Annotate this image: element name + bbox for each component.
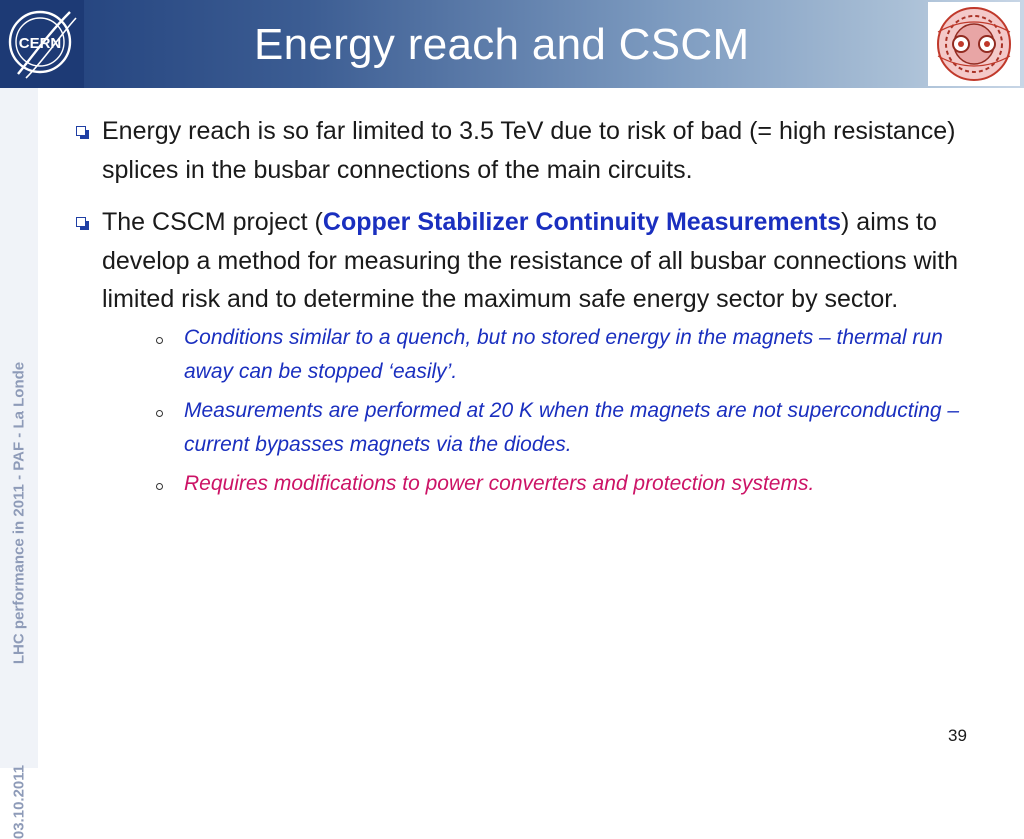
sub-bullet-conditions	[134, 321, 970, 390]
square-bullet-icon	[76, 217, 86, 227]
bullet-text: Energy reach is so far limited to 3.5 TeV due to risk of bad (= high resistance) splices in the busbar connections of the main circuits.	[102, 117, 956, 184]
cern-logo	[0, 0, 84, 88]
cern-logo-text: CERN	[18, 35, 62, 52]
bullet-text-suffix: ) aims to develop a method for measuring the resistance of all busbar connections with limited risk and to determine the maximum safe energy sector by sector.	[102, 208, 959, 313]
square-bullet-icon	[76, 126, 86, 136]
sub-bullet-list	[102, 321, 970, 502]
sub-bullet-text: Conditions similar to a quench, but no stored energy in the magnets – thermal run away can be stopped ‘easily’.	[184, 325, 943, 383]
sub-bullet-modifications	[134, 467, 970, 502]
circle-bullet-icon	[156, 483, 163, 490]
circle-bullet-icon	[156, 337, 163, 344]
sub-bullet-text: Measurements are performed at 20 K when the magnets are not superconducting – current bypasses magnets via the diodes.	[184, 398, 960, 456]
slide-content	[70, 112, 970, 501]
header-bar	[0, 0, 1024, 88]
sidebar-date: 03.10.2011	[10, 764, 28, 839]
lhc-magnet-logo	[928, 2, 1020, 86]
bullet-energy-reach	[70, 112, 970, 189]
sidebar-footer-text: LHC performance in 2011 - PAF - La Londe	[10, 361, 28, 665]
bullet-text-prefix: The CSCM project (	[102, 208, 323, 236]
circle-bullet-icon	[156, 410, 163, 417]
page-number: 39	[948, 726, 967, 745]
bullet-cscm-project	[70, 203, 970, 501]
slide-title: Energy reach and CSCM	[254, 20, 750, 69]
sub-bullet-text: Requires modifications to power converters and protection systems.	[184, 471, 815, 495]
sidebar	[0, 88, 38, 839]
sub-bullet-measurements	[134, 394, 970, 463]
cscm-highlight: Copper Stabilizer Continuity Measurements	[322, 208, 842, 236]
